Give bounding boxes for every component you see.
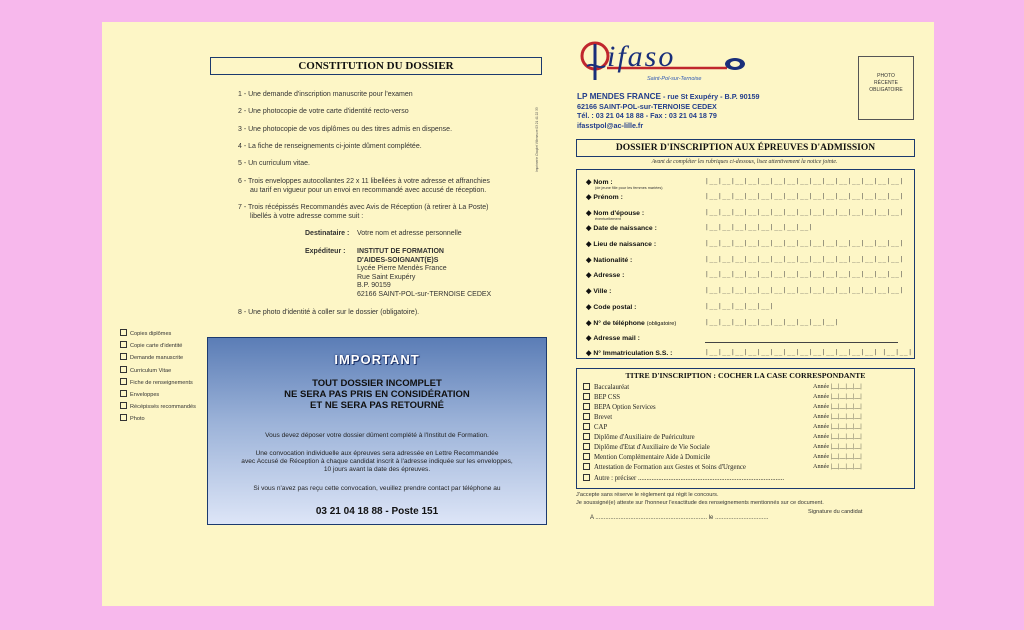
inscription-option-autre[interactable]: Autre : préciser ...................................................................................... [583, 474, 784, 482]
annee-field[interactable]: Année |__|__|__|__| [813, 443, 862, 450]
inscription-option[interactable]: BEP CSS [583, 393, 620, 401]
requirement-4: 4 - La fiche de renseignements ci-jointe dûment complétée. [238, 143, 422, 150]
field-secu: ◆ N° Immatriculation S.S. : [586, 350, 673, 357]
accept-line-2: Je soussigné(e) atteste sur l'honneur l'exactitude des renseignements mentionnés sur ce document. [576, 500, 824, 507]
expediteur-line: Rue Saint Exupéry [357, 273, 416, 281]
photo-label: OBLIGATOIRE [869, 87, 903, 93]
address-line-1 [577, 92, 760, 102]
input-email[interactable] [705, 342, 898, 343]
checklist-item[interactable]: Demande manuscrite [120, 352, 196, 364]
annee-field[interactable]: Année |__|__|__|__| [813, 393, 862, 400]
acceptance-text [576, 491, 916, 507]
field-nom-epouse: ◆ Nom d'épouse : [586, 210, 645, 217]
school-name: LP MENDES FRANCE [577, 92, 662, 101]
inscription-option[interactable]: Diplôme d'Etat d'Auxiliaire de Vie Sociale [583, 443, 710, 451]
important-p2 [218, 450, 536, 475]
important-p1: Vous devez déposer votre dossier dûment complété à l'Institut de Formation. [265, 432, 489, 439]
inscription-option[interactable]: Diplôme d'Auxiliaire de Puériculture [583, 433, 695, 441]
annee-field[interactable]: Année |__|__|__|__| [813, 383, 862, 390]
photo-box[interactable] [858, 56, 914, 120]
expediteur-line: 62166 SAINT-POL-sur-TERNOISE CEDEX [357, 290, 492, 298]
expediteur-line: B.P. 90159 [357, 282, 391, 290]
requirement-6-line2: au tarif en vigueur pour un envoi en recommandé avec accusé de réception. [250, 186, 487, 194]
inscription-option[interactable]: BEPA Option Services [583, 403, 656, 411]
address-line-2: 62166 SAINT-POL-sur-TERNOISE CEDEX [577, 101, 717, 111]
logo-subtitle: Saint-Pol-sur-Ternoise [647, 76, 702, 82]
inscription-option[interactable]: Brevet [583, 413, 612, 421]
checklist-item[interactable]: Curriculum Vitae [120, 365, 196, 377]
expediteur-line: Lycée Pierre Mendès France [357, 265, 447, 273]
photo-label: PHOTO [877, 73, 895, 79]
field-adresse: ◆ Adresse : [586, 272, 625, 279]
expediteur-line: INSTITUT DE FORMATION [357, 248, 444, 255]
checklist-item[interactable]: Photo [120, 413, 196, 425]
field-ville: ◆ Ville : [586, 288, 612, 295]
inscription-box [576, 368, 915, 489]
address-phone: Tél. : 03 21 04 18 88 - Fax : 03 21 04 18 79 [577, 111, 717, 121]
input-nationalite[interactable]: |__|__|__|__|__|__|__|__|__|__|__|__|__|__|__| [705, 256, 904, 263]
nom-note: (de jeune fille pour les femmes mariées) [595, 186, 663, 190]
field-email: ◆ Adresse mail : [586, 335, 640, 342]
field-nom: ◆ Nom : [586, 179, 613, 186]
field-nationalite: ◆ Nationalité : [586, 257, 633, 264]
input-secu[interactable]: |__|__|__|__|__|__|__|__|__|__|__|__|__| |__|__| [705, 349, 913, 356]
field-telephone: ◆ N° de téléphone (obligatoire) [586, 320, 677, 327]
requirement-2: 2 - Une photocopie de votre carte d'identité recto-verso [238, 108, 409, 115]
form-notice: Avant de compléter les rubriques ci-dessous, lisez attentivement la notice jointe. [651, 159, 838, 165]
school-street: - rue St Exupéry - B.P. 90159 [661, 92, 760, 101]
input-code-postal[interactable]: |__|__|__|__|__| [705, 303, 775, 310]
p2-line: avec Accusé de Réception à chaque candidat inscrit à l'adresse indiquée sur les enveloppes, [241, 458, 513, 466]
requirement-5: 5 - Un curriculum vitae. [238, 160, 310, 167]
destinataire-label: Destinataire : [305, 230, 350, 237]
field-date-naissance: ◆ Date de naissance : [586, 225, 657, 232]
inscription-option[interactable]: Mention Complémentaire Aide à Domicile [583, 453, 710, 461]
field-lieu-naissance: ◆ Lieu de naissance : [586, 241, 657, 248]
requirement-1: 1 - Une demande d'inscription manuscrite pour l'examen [238, 91, 413, 98]
checklist-item[interactable]: Copies diplômes [120, 328, 196, 340]
field-prenom: ◆ Prénom : [586, 194, 623, 201]
place-le: le [708, 515, 714, 521]
input-lieu-naissance[interactable]: |__|__|__|__|__|__|__|__|__|__|__|__|__|__|__| [705, 240, 904, 247]
important-warning [208, 378, 546, 411]
annee-field[interactable]: Année |__|__|__|__| [813, 403, 862, 410]
requirement-7 [238, 204, 528, 221]
input-date-naissance[interactable]: |__|__|__|__|__|__|__|__| [705, 224, 814, 231]
inscription-option[interactable]: Attestation de Formation aux Gestes et Soins d'Urgence [583, 463, 746, 471]
checklist-item[interactable]: Fiche de renseignements [120, 377, 196, 389]
expediteur-label: Expéditeur : [305, 248, 346, 255]
checklist [120, 328, 196, 426]
important-p3: Si vous n'avez pas reçu cette convocation, veuillez prendre contact par téléphone au [253, 485, 501, 492]
annee-field[interactable]: Année |__|__|__|__| [813, 423, 862, 430]
signature-label: Signature du candidat [808, 509, 863, 515]
checklist-item[interactable]: Récépissés recommandés [120, 401, 196, 413]
inscription-option[interactable]: CAP [583, 423, 607, 431]
requirement-8: 8 - Une photo d'identité à coller sur le dossier (obligatoire). [238, 309, 420, 316]
requirement-7-line1: 7 - Trois récépissés Recommandés avec Avis de Réception (à retirer à La Poste) [238, 204, 489, 211]
requirement-6 [238, 178, 528, 195]
warning-line: NE SERA PAS PRIS EN CONSIDÉRATION [284, 389, 470, 400]
identity-form [576, 169, 915, 359]
input-nom-epouse[interactable]: |__|__|__|__|__|__|__|__|__|__|__|__|__|__|__| [705, 209, 904, 216]
annee-field[interactable]: Année |__|__|__|__| [813, 453, 862, 460]
checklist-item[interactable]: Copie carte d'identité [120, 340, 196, 352]
annee-field[interactable]: Année |__|__|__|__| [813, 413, 862, 420]
place-date-line[interactable] [590, 515, 768, 521]
dossier-sheet [102, 22, 934, 606]
expediteur-line: D'AIDES-SOIGNANT(E)S [357, 256, 439, 264]
warning-line: ET NE SERA PAS RETOURNÉ [310, 400, 444, 411]
important-box [207, 337, 547, 525]
input-adresse[interactable]: |__|__|__|__|__|__|__|__|__|__|__|__|__|__|__| [705, 271, 904, 278]
input-telephone[interactable]: |__|__|__|__|__|__|__|__|__|__| [705, 319, 840, 326]
accept-line-1: J'accepte sans réserve le règlement qui régit le concours. [576, 492, 719, 498]
requirement-3: 3 - Une photocopie de vos diplômes ou des titres admis en dispense. [238, 126, 453, 133]
ifaso-logo [577, 36, 755, 88]
epouse-note: éventuellement [595, 217, 621, 221]
warning-line: TOUT DOSSIER INCOMPLET [312, 378, 442, 389]
p2-line: 10 jours avant la date des épreuves. [323, 466, 431, 474]
logo-text: ifaso [607, 40, 676, 73]
annee-field[interactable]: Année |__|__|__|__| [813, 463, 862, 470]
requirement-6-line1: 6 - Trois enveloppes autocollantes 22 x 11 libellées à votre adresse et affranchies [238, 178, 490, 185]
institute-address [577, 92, 760, 130]
input-prenom[interactable]: |__|__|__|__|__|__|__|__|__|__|__|__|__|__|__| [705, 193, 904, 200]
constitution-title: CONSTITUTION DU DOSSIER [210, 57, 542, 75]
input-nom[interactable]: |__|__|__|__|__|__|__|__|__|__|__|__|__|__|__| [705, 178, 904, 185]
printer-note: Imprimerie Chaplet Villeneuve 03 21 41 22 33 [535, 107, 539, 172]
checklist-item[interactable]: Enveloppes [120, 389, 196, 401]
inscription-title: TITRE D'INSCRIPTION : COCHER LA CASE CORRESPONDANTE [625, 371, 866, 380]
inscription-option[interactable]: Baccalauréat [583, 383, 629, 391]
important-title: IMPORTANT [334, 352, 420, 367]
important-phone: 03 21 04 18 88 - Poste 151 [315, 506, 439, 517]
expediteur-address [357, 248, 491, 300]
place-a: A [590, 515, 594, 521]
photo-label: RÉCENTE [874, 80, 898, 86]
field-code-postal: ◆ Code postal : [586, 304, 637, 311]
destinataire-value: Votre nom et adresse personnelle [357, 230, 462, 237]
requirement-7-line2: libellés à votre adresse comme suit : [250, 212, 364, 220]
place-dots: ................................................................... [595, 515, 708, 521]
annee-field[interactable]: Année |__|__|__|__| [813, 433, 862, 440]
date-dots: ................................ [715, 515, 769, 521]
form-title: DOSSIER D'INSCRIPTION AUX ÉPREUVES D'ADMISSION [576, 139, 915, 157]
address-email: ifasstpol@ac-lille.fr [577, 120, 644, 130]
input-ville[interactable]: |__|__|__|__|__|__|__|__|__|__|__|__|__|__|__| [705, 287, 904, 294]
p2-line: Une convocation individuelle aux épreuves sera adressée en Lettre Recommandée [255, 450, 499, 457]
